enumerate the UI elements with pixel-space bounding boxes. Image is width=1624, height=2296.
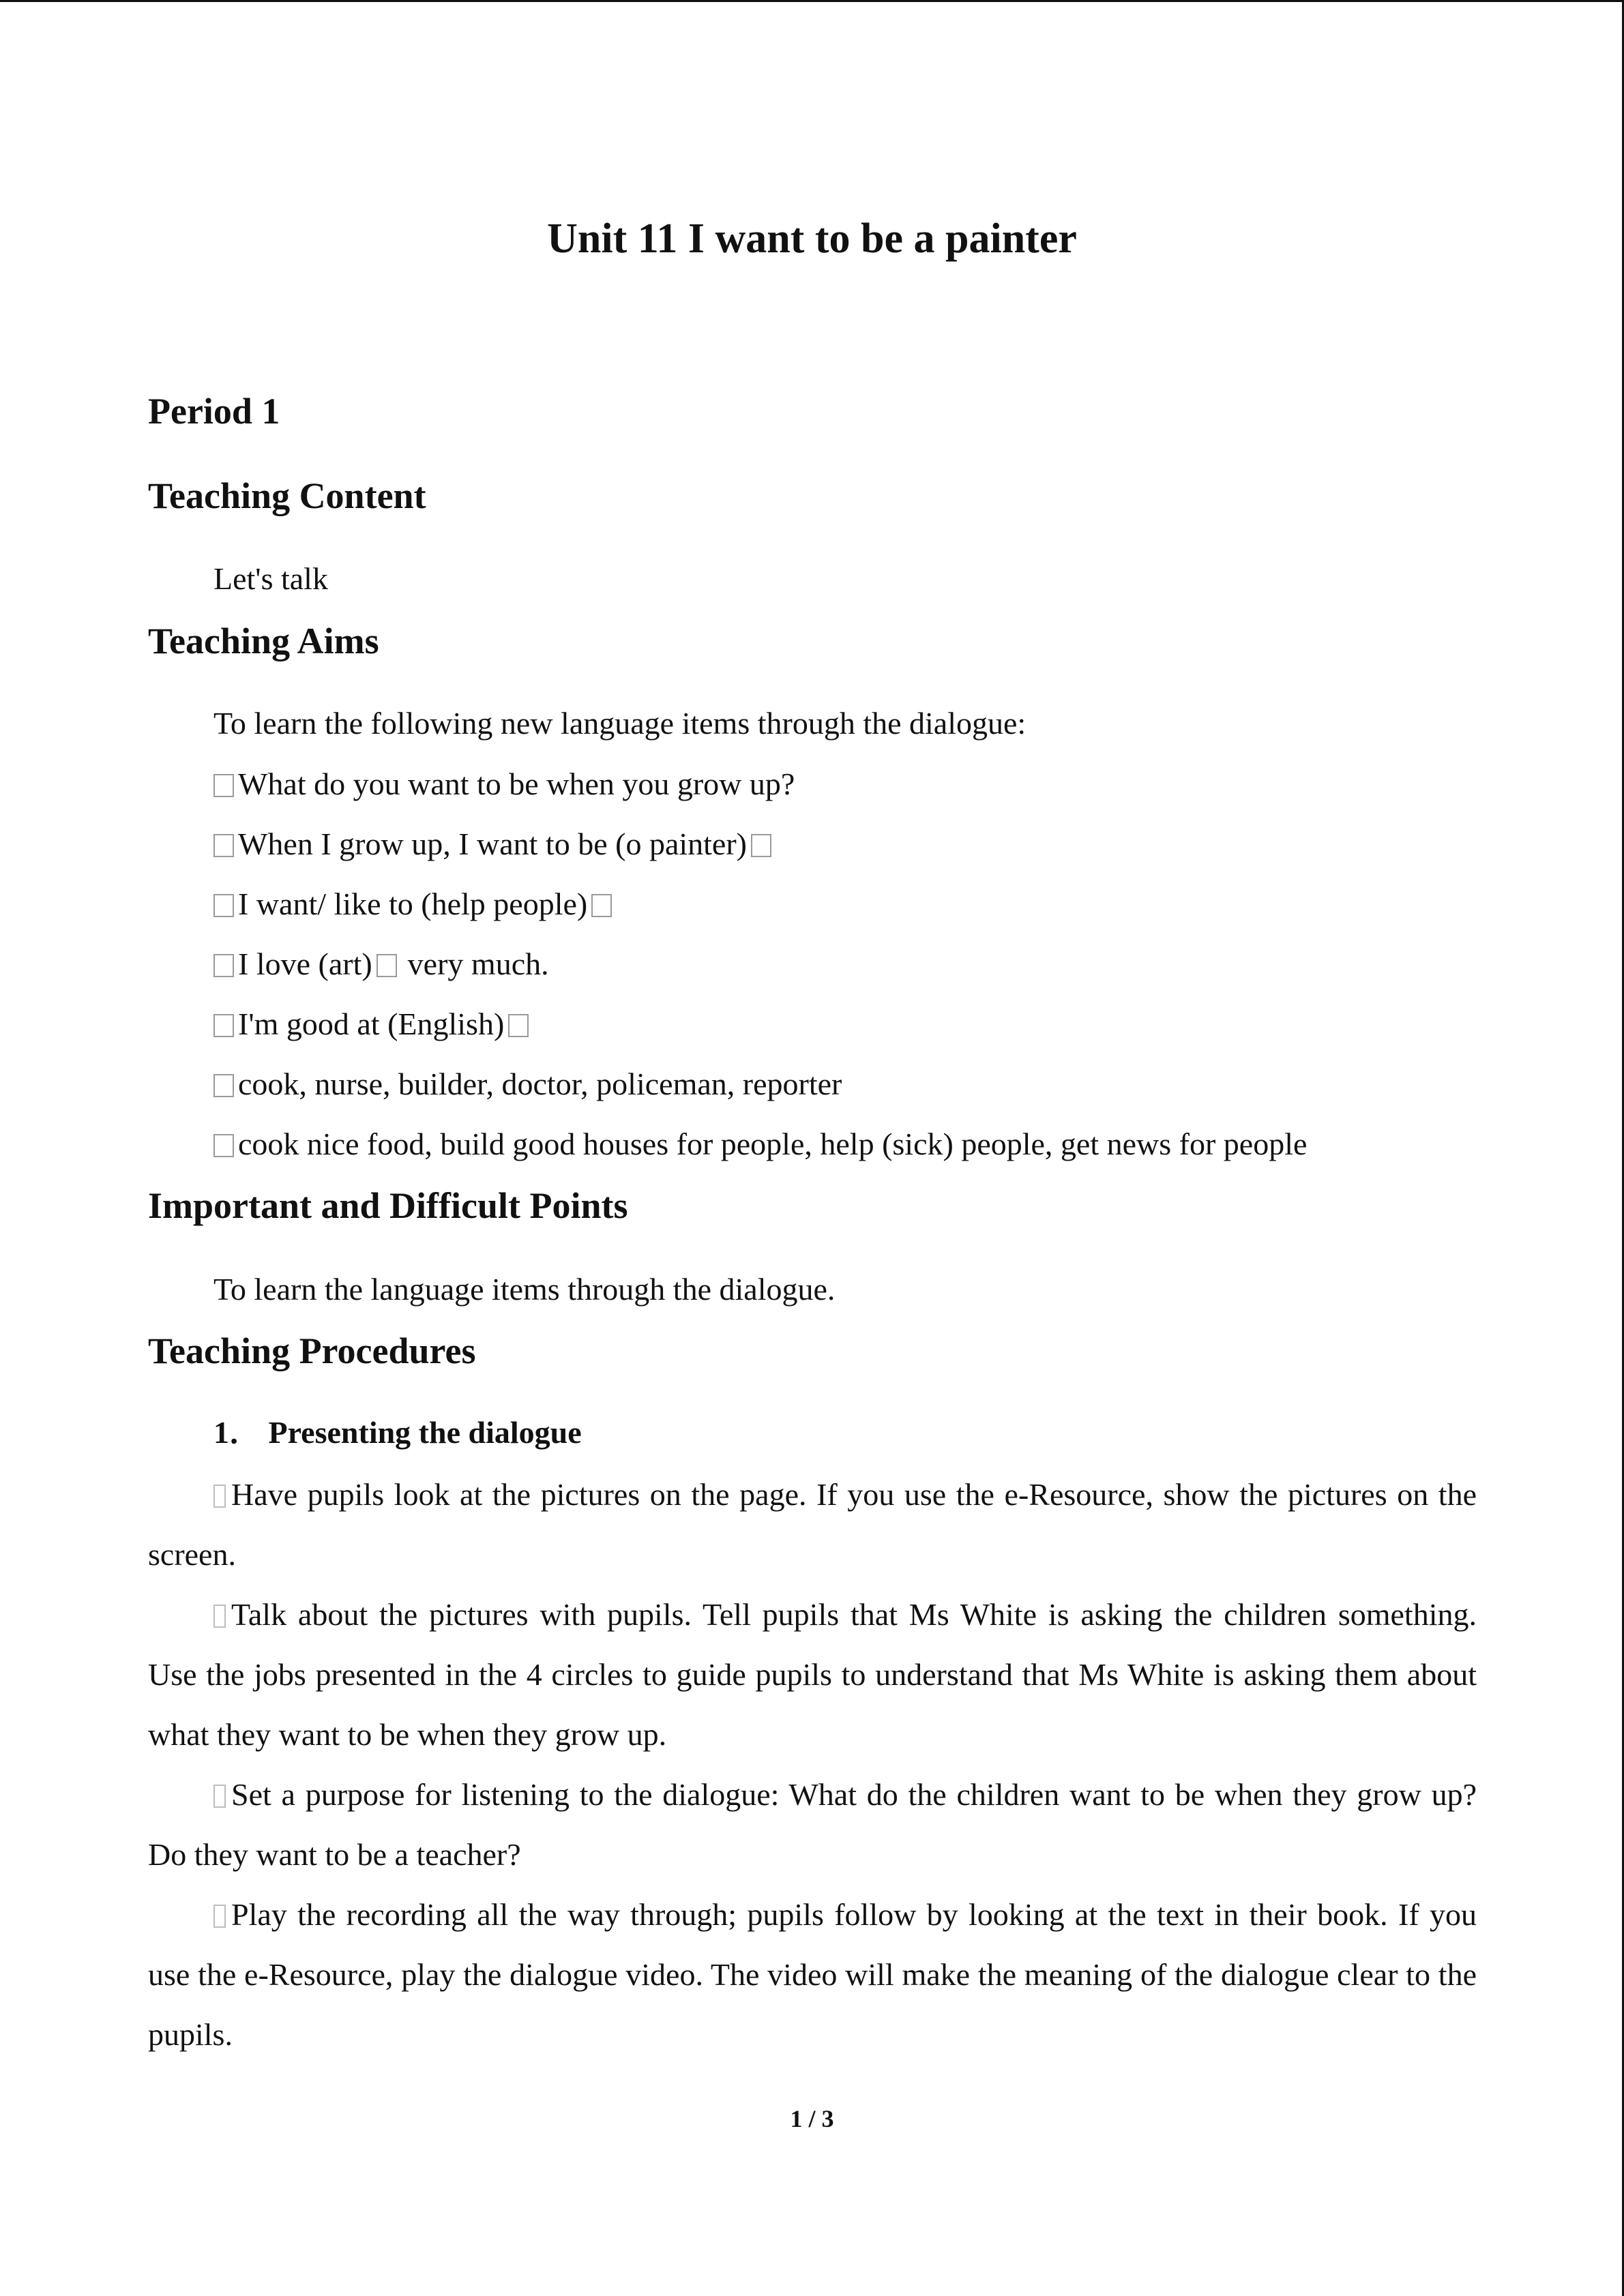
important-points-heading: Important and Difficult Points: [148, 1185, 628, 1226]
aim-item-text: very much.: [407, 946, 549, 981]
aim-item-text: cook, nurse, builder, doctor, policeman, reporter: [238, 1067, 842, 1101]
document-title: Unit 11 I want to be a painter: [547, 215, 1077, 262]
checkbox-glyph-icon: [508, 1014, 529, 1037]
teaching-content-heading: Teaching Content: [148, 475, 426, 516]
teaching-aims-heading: Teaching Aims: [148, 621, 379, 661]
aim-item: [213, 944, 549, 985]
checkbox-glyph-icon: [213, 954, 234, 977]
checkbox-glyph-icon: [377, 954, 397, 977]
checkbox-glyph-icon: [213, 1074, 234, 1097]
checkbox-glyph-icon: [213, 774, 234, 797]
bullet-glyph-icon: [213, 1485, 226, 1508]
aim-item: [213, 884, 612, 925]
checkbox-glyph-icon: [751, 834, 771, 857]
aim-item: [213, 1064, 842, 1105]
teaching-aims-intro: To learn the following new language items through the dialogue:: [213, 706, 1027, 741]
teaching-content-text: Let's talk: [213, 561, 328, 596]
aim-item: [213, 1124, 1307, 1165]
checkbox-glyph-icon: [213, 1134, 234, 1157]
checkbox-glyph-icon: [591, 894, 612, 917]
procedure-paragraph: [148, 1585, 1477, 1765]
bullet-glyph-icon: [213, 1605, 226, 1628]
bullet-glyph-icon: [213, 1785, 226, 1808]
aim-item: [213, 764, 795, 805]
important-points-text: To learn the language items through the dialogue.: [213, 1272, 836, 1307]
aim-item: [213, 824, 771, 865]
procedure-paragraph: [148, 1885, 1477, 2065]
aim-item-text: When I grow up, I want to be (o painter): [238, 826, 747, 861]
bullet-glyph-icon: [213, 1905, 226, 1928]
procedure-paragraph-text: Have pupils look at the pictures on the page. If you use the e-Resource, show the pictures on the screen.: [148, 1477, 1477, 1572]
period-heading: Period 1: [148, 391, 280, 432]
checkbox-glyph-icon: [213, 834, 234, 857]
procedure-paragraph-text: Play the recording all the way through; pupils follow by looking at the text in their book. If you use the e-Resource, play the dialogue video. The video will make the meaning of the dialogue clear to the pupils.: [148, 1897, 1477, 2052]
aim-item-text: I'm good at (English): [238, 1007, 505, 1041]
aim-item-text: I love (art): [238, 946, 372, 981]
teaching-procedures-heading: Teaching Procedures: [148, 1330, 476, 1371]
checkbox-glyph-icon: [213, 894, 234, 917]
procedure-paragraph-text: Talk about the pictures with pupils. Tell pupils that Ms White is asking the children something. Use the jobs presented in the 4 circles to guide pupils to understand that Ms White is asking them about what they want to be when they grow up.: [148, 1597, 1477, 1752]
procedure-paragraph: [148, 1465, 1477, 1585]
page-number: 1 / 3: [790, 2105, 834, 2132]
procedure-paragraph-text: Set a purpose for listening to the dialogue: What do the children want to be when they grow up? Do they want to be a teacher?: [148, 1777, 1477, 1872]
aim-item-text: What do you want to be when you grow up?: [238, 766, 795, 801]
aim-item: [213, 1004, 529, 1045]
aim-item-text: I want/ like to (help people): [238, 886, 588, 921]
checkbox-glyph-icon: [213, 1014, 234, 1037]
aim-item-text: cook nice food, build good houses for people, help (sick) people, get news for people: [238, 1127, 1308, 1161]
step-1-title: 1． Presenting the dialogue: [213, 1415, 582, 1450]
procedure-paragraph: [148, 1765, 1477, 1885]
